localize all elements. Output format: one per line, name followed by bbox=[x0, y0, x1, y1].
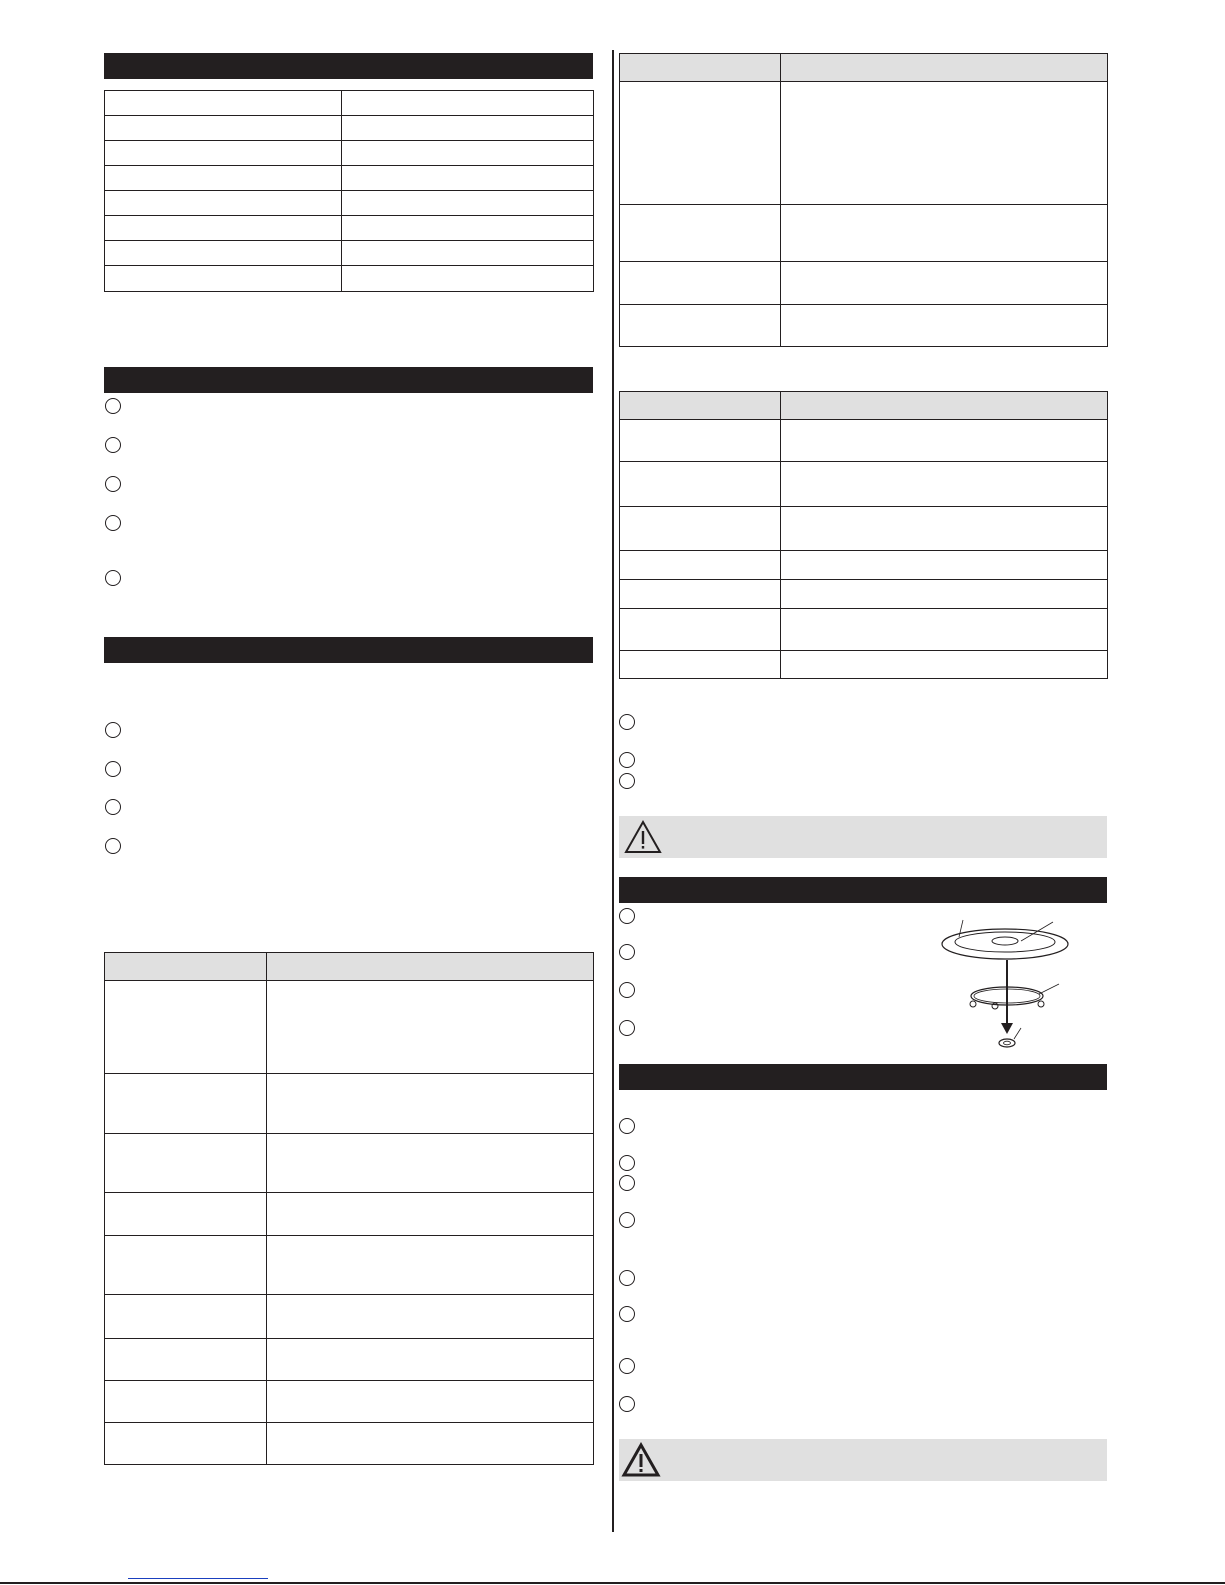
table-cell bbox=[781, 507, 1108, 551]
table-row bbox=[105, 1339, 594, 1381]
table-cell bbox=[105, 1295, 267, 1339]
table-row bbox=[105, 216, 594, 241]
table-row bbox=[105, 91, 594, 116]
circle-outline-icon bbox=[105, 761, 121, 777]
warning-box-2 bbox=[619, 1439, 1107, 1481]
circle-outline-icon bbox=[619, 714, 635, 730]
table-row bbox=[620, 507, 1108, 551]
section-header-last bbox=[619, 1064, 1107, 1090]
table-row bbox=[105, 241, 594, 266]
table-cell bbox=[105, 1381, 267, 1423]
circle-outline-icon bbox=[619, 773, 635, 789]
table-cell bbox=[105, 191, 342, 216]
table-row bbox=[105, 266, 594, 292]
table-row bbox=[620, 262, 1108, 305]
table-cell bbox=[781, 82, 1108, 205]
table-cell bbox=[105, 141, 342, 166]
warning-triangle-icon bbox=[623, 819, 663, 855]
table-cell bbox=[620, 262, 781, 305]
table-cell bbox=[105, 241, 342, 266]
table-header-cell bbox=[620, 392, 781, 420]
table-cell bbox=[105, 166, 342, 191]
table-cell bbox=[620, 551, 781, 580]
table-row bbox=[620, 82, 1108, 205]
section-header-turntable bbox=[619, 877, 1107, 903]
table-row bbox=[620, 420, 1108, 462]
table-cell bbox=[781, 651, 1108, 679]
table-cell bbox=[781, 551, 1108, 580]
table-row bbox=[105, 1423, 594, 1465]
table-cell bbox=[267, 981, 594, 1074]
table-cell bbox=[781, 305, 1108, 347]
table-cell bbox=[620, 420, 781, 462]
table-cell bbox=[781, 205, 1108, 262]
table-cell bbox=[781, 420, 1108, 462]
table-header-cell bbox=[781, 392, 1108, 420]
table-cell bbox=[105, 981, 267, 1074]
table-cell bbox=[781, 262, 1108, 305]
circle-outline-icon bbox=[619, 1212, 635, 1228]
circle-outline-icon bbox=[619, 1270, 635, 1286]
section-header-specifications bbox=[104, 53, 593, 79]
table-cell bbox=[781, 580, 1108, 609]
table-cell bbox=[781, 462, 1108, 507]
table-header-row bbox=[620, 392, 1108, 420]
circle-outline-icon bbox=[105, 476, 121, 492]
circle-outline-icon bbox=[619, 1306, 635, 1322]
warning-box-1 bbox=[619, 816, 1107, 858]
circle-outline-icon bbox=[105, 838, 121, 854]
circle-outline-icon bbox=[105, 722, 121, 738]
circle-outline-icon bbox=[619, 982, 635, 998]
table-row bbox=[105, 166, 594, 191]
table-row bbox=[105, 1134, 594, 1193]
table-cell bbox=[105, 1423, 267, 1465]
section-header-2 bbox=[104, 367, 593, 393]
table-row bbox=[620, 462, 1108, 507]
table-header-row bbox=[105, 953, 594, 981]
table-header-cell bbox=[267, 953, 594, 981]
specifications-table bbox=[104, 90, 594, 292]
circle-outline-icon bbox=[105, 799, 121, 815]
circle-outline-icon bbox=[619, 1020, 635, 1036]
table-cell bbox=[620, 651, 781, 679]
table-cell bbox=[620, 462, 781, 507]
circle-outline-icon bbox=[105, 515, 121, 531]
table-row bbox=[105, 116, 594, 141]
right-top-table bbox=[619, 53, 1108, 347]
table-cell bbox=[267, 1423, 594, 1465]
table-row bbox=[105, 1381, 594, 1423]
table-cell bbox=[342, 266, 594, 292]
table-row bbox=[105, 981, 594, 1074]
table-cell bbox=[620, 580, 781, 609]
table-cell bbox=[342, 141, 594, 166]
table-row bbox=[105, 191, 594, 216]
table-cell bbox=[105, 216, 342, 241]
table-cell bbox=[267, 1074, 594, 1134]
footer-link-underline[interactable] bbox=[128, 1578, 268, 1579]
table-cell bbox=[105, 91, 342, 116]
circle-outline-icon bbox=[105, 398, 121, 414]
table-cell bbox=[105, 266, 342, 292]
table-header-cell bbox=[105, 953, 267, 981]
warning-triangle-icon bbox=[621, 1442, 661, 1478]
table-row bbox=[105, 1074, 594, 1134]
circle-outline-icon bbox=[619, 908, 635, 924]
table-cell bbox=[620, 305, 781, 347]
turntable-diagram bbox=[935, 910, 1095, 1060]
table-cell bbox=[105, 116, 342, 141]
table-cell bbox=[267, 1381, 594, 1423]
table-header-cell bbox=[620, 54, 781, 82]
table-cell bbox=[267, 1295, 594, 1339]
circle-outline-icon bbox=[619, 1175, 635, 1191]
table-cell bbox=[267, 1236, 594, 1295]
table-row bbox=[620, 205, 1108, 262]
table-cell bbox=[342, 241, 594, 266]
circle-outline-icon bbox=[619, 1118, 635, 1134]
table-row bbox=[620, 551, 1108, 580]
table-cell bbox=[105, 1339, 267, 1381]
table-row bbox=[105, 1193, 594, 1236]
table-cell bbox=[620, 507, 781, 551]
table-cell bbox=[105, 1236, 267, 1295]
table-cell bbox=[105, 1193, 267, 1236]
table-header-row bbox=[620, 54, 1108, 82]
table-cell bbox=[267, 1193, 594, 1236]
table-cell bbox=[267, 1339, 594, 1381]
circle-outline-icon bbox=[619, 944, 635, 960]
table-cell bbox=[267, 1134, 594, 1193]
circle-outline-icon bbox=[619, 1155, 635, 1171]
table-cell bbox=[105, 1074, 267, 1134]
circle-outline-icon bbox=[619, 1358, 635, 1374]
table-row bbox=[105, 141, 594, 166]
table-cell bbox=[620, 82, 781, 205]
right-middle-table bbox=[619, 391, 1108, 679]
column-divider bbox=[612, 50, 614, 1532]
table-cell bbox=[620, 205, 781, 262]
section-header-3 bbox=[104, 637, 593, 663]
footer-rule bbox=[0, 1582, 1225, 1584]
table-cell bbox=[105, 1134, 267, 1193]
circle-outline-icon bbox=[619, 1396, 635, 1412]
table-cell bbox=[342, 216, 594, 241]
table-cell bbox=[781, 609, 1108, 651]
table-cell bbox=[342, 91, 594, 116]
table-row bbox=[620, 305, 1108, 347]
table-row bbox=[620, 651, 1108, 679]
circle-outline-icon bbox=[105, 570, 121, 586]
table-header-cell bbox=[781, 54, 1108, 82]
left-data-table bbox=[104, 952, 594, 1465]
table-row bbox=[620, 580, 1108, 609]
table-row bbox=[105, 1236, 594, 1295]
table-cell bbox=[342, 191, 594, 216]
circle-outline-icon bbox=[619, 752, 635, 768]
table-cell bbox=[342, 116, 594, 141]
circle-outline-icon bbox=[105, 437, 121, 453]
table-row bbox=[620, 609, 1108, 651]
table-cell bbox=[342, 166, 594, 191]
table-cell bbox=[620, 609, 781, 651]
table-row bbox=[105, 1295, 594, 1339]
